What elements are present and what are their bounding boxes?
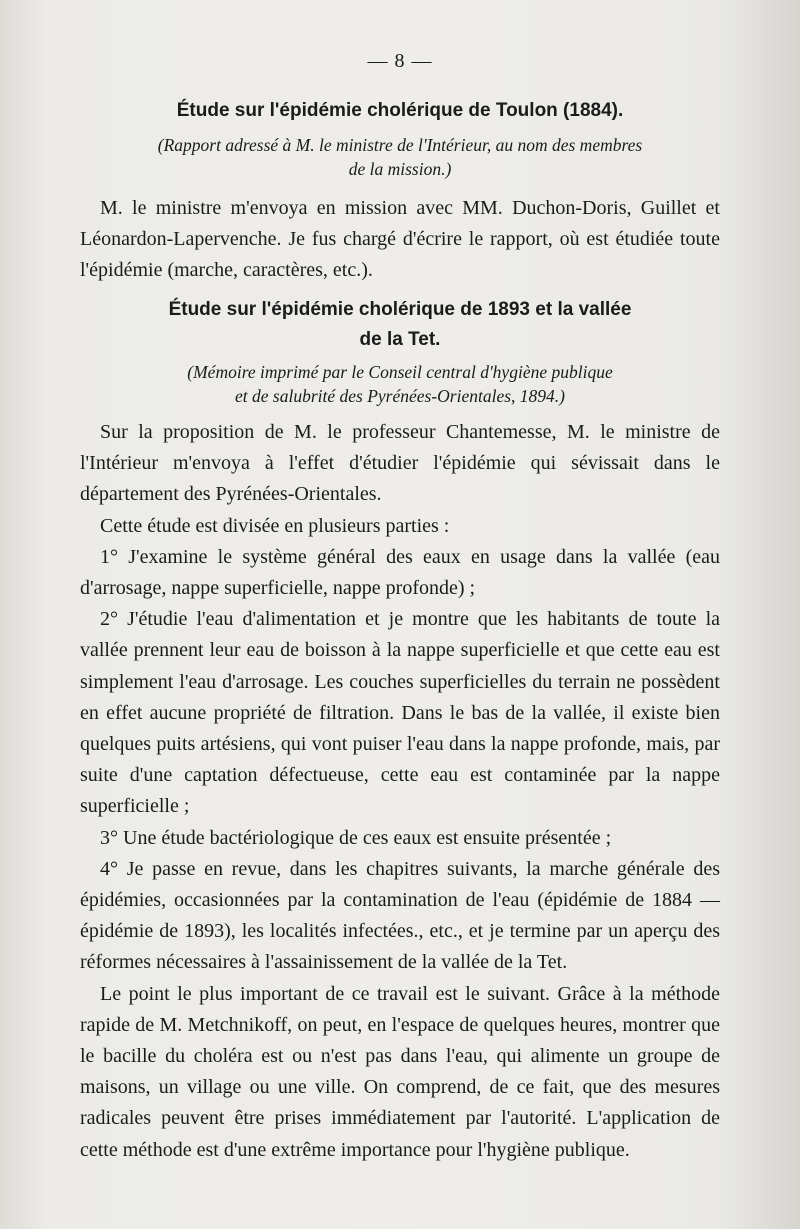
list-item: 1° J'examine le système général des eaux en usage dans la vallée (eau d'arrosage, nappe superficielle, nappe profonde) ; <box>80 545 720 600</box>
section-2-title <box>80 295 720 355</box>
paragraph: Sur la proposition de M. le professeur Chantemesse, M. le ministre de l'Intérieur m'envoya à l'effet d'étudier l'épidémie qui sévissait dans le département des Pyrénées-Orientales. <box>80 421 720 506</box>
paragraph: M. le ministre m'envoya en mission avec MM. Duchon-Doris, Guillet et Léonardon-Lapervenche. Je fus chargé d'écrire le rapport, où est étudiée toute l'épidémie (marche, caractères, etc.). <box>80 197 720 282</box>
section-2-subtitle <box>80 360 720 408</box>
section-2-body <box>80 417 720 1166</box>
section-1-title: Étude sur l'épidémie cholérique de Toulon (1884). <box>176 100 624 121</box>
paragraph: Le point le plus important de ce travail est le suivant. Grâce à la méthode rapide de M. Metchnikoff, on peut, en l'espace de quelques heures, montrer que le bacille du choléra est ou n'est pas dans l'eau, qui alimente un groupe de maisons, un village ou une ville. On comprend, de ce fait, que des mesures radicales peuvent être prises immédiatement par l'autorité. L'application de cette méthode est d'une extrême importance pour l'hygiène publique. <box>80 982 720 1161</box>
section-2-subtitle-line: et de salubrité des Pyrénées-Orientales, 1894.) <box>235 386 565 406</box>
section-2-subtitle-line: (Mémoire imprimé par le Conseil central d'hygiène publique <box>187 362 613 382</box>
section-2-title-line: de la Tet. <box>359 329 441 350</box>
section-1-subtitle-line: de la mission.) <box>348 159 452 179</box>
section-2-title-line: Étude sur l'épidémie cholérique de 1893 et la vallée <box>168 299 632 320</box>
section-1-subtitle-line: (Rapport adressé à M. le ministre de l'Intérieur, au nom des membres <box>157 135 643 155</box>
list-item: 2° J'étudie l'eau d'alimentation et je montre que les habitants de toute la vallée prennent leur eau de boisson à la nappe superficielle et que cette eau est simplement l'eau d'arrosage. Les couches superficielles du terrain ne possèdent en effet aucune propriété de filtration. Dans le bas de la vallée, il existe bien quelques puits artésiens, qui vont puiser l'eau dans la nappe profonde, mais, par suite d'une captation défectueuse, cette eau est contaminée par la nappe superficielle ; <box>80 608 720 818</box>
page-number: — 8 — <box>367 50 433 72</box>
section-1-body <box>80 193 720 287</box>
list-item: 3° Une étude bactériologique de ces eaux est ensuite présentée ; <box>100 826 612 849</box>
section-1-subtitle <box>80 133 720 181</box>
paragraph: Cette étude est divisée en plusieurs parties : <box>100 514 450 537</box>
list-item: 4° Je passe en revue, dans les chapitres suivants, la marche générale des épidémies, occasionnées par la contamination de l'eau (épidémie de 1884 — épidémie de 1893), les localités infectées., etc., et je termine par un aperçu des réformes nécessaires à l'assainissement de la vallée de la Tet. <box>80 857 720 974</box>
